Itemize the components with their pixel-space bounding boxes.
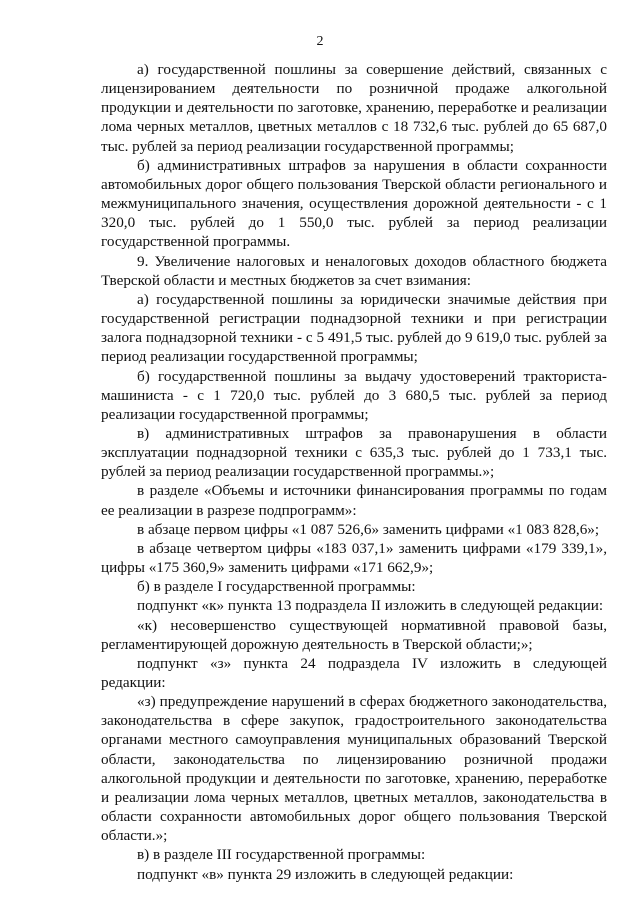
document-body: [101, 60, 607, 884]
paragraph-z-text: «з) предупреждение нарушений в сферах бюджетного законодательства, законодательства в сфере закупок, градостроительного законодательства органами местного самоуправления муниципальных образований Тверской области, законодательства по лицензированию розничной продажи алкогольной продукции и деятельности по заготовке, хранению, переработке и реализации лома черных металлов, цветных металлов, законодательства в области сохранности автомобильных дорог общего пользования Тверской области.»;: [101, 693, 607, 845]
paragraph-fourth-abzac: в абзаце четвертом цифры «183 037,1» заменить цифрами «179 339,1», цифры «175 360,9» заменить цифрами «171 662,9»;: [101, 539, 607, 577]
paragraph-9a-duty-alcohol-licensing: а) государственной пошлины за совершение действий, связанных с лицензированием деятельности по розничной продаже алкогольной продукции и деятельности по заготовке, хранению, переработке и реализации лома черных металлов, цветных металлов с 18 732,6 тыс. рублей до 65 687,0 тыс. рублей за период реализации государственной программы;: [101, 61, 607, 155]
paragraph-first-abzac: в абзаце первом цифры «1 087 526,6» заменить цифрами «1 083 828,6»;: [137, 520, 600, 538]
paragraph-a-duty-registration: а) государственной пошлины за юридически значимые действия при государственной регистрации поднадзорной техники и при регистрации залога поднадзорной техники - с 5 491,5 тыс. рублей до 9 619,0 тыс. рублей за период реализации государственной программы;: [101, 290, 607, 366]
paragraph-subitem-z: подпункт «з» пункта 24 подраздела IV изложить в следующей редакции:: [101, 654, 607, 691]
paragraph-b-duty-certificates: б) государственной пошлины за выдачу удостоверений тракториста-машиниста - с 1 720,0 тыс. рублей до 3 680,5 тыс. рублей за период реализации государственной программы;: [101, 367, 607, 423]
paragraph-v-admin-fines: в) административных штрафов за правонарушения в области эксплуатации поднадзорной техники с 635,3 тыс. рублей до 1 733,1 тыс. рублей за период реализации государственной программы.»;: [101, 424, 607, 481]
paragraph-section-iii: в) в разделе III государственной программы:: [137, 846, 426, 864]
paragraph-section-i: б) в разделе I государственной программы:: [137, 578, 416, 596]
paragraph-9b-fines-roads: б) административных штрафов за нарушения в области сохранности автомобильных дорог общего пользования Тверской области регионального и межмуниципального значения, осуществления дорожной деятельности - с 1 320,0 тыс. рублей до 1 550,0 тыс. рублей за период реализации государственной программы.: [101, 156, 607, 251]
paragraph-k-text: «к) несовершенство существующей нормативной правовой базы, регламентирующей дорожную деятельность в Тверской области;»;: [101, 616, 607, 653]
paragraph-subitem-k: подпункт «к» пункта 13 подраздела II изложить в следующей редакции:: [137, 597, 604, 615]
paragraph-item-9-intro: 9. Увеличение налоговых и неналоговых доходов областного бюджета Тверской области и местных бюджетов за счет взимания:: [101, 252, 607, 289]
paragraph-funding-section: в разделе «Объемы и источники финансирования программы по годам ее реализации в разрезе подпрограмм»:: [101, 482, 607, 519]
page-number: 2: [316, 34, 324, 49]
paragraph-subitem-v: подпункт «в» пункта 29 изложить в следующей редакции:: [137, 865, 514, 883]
